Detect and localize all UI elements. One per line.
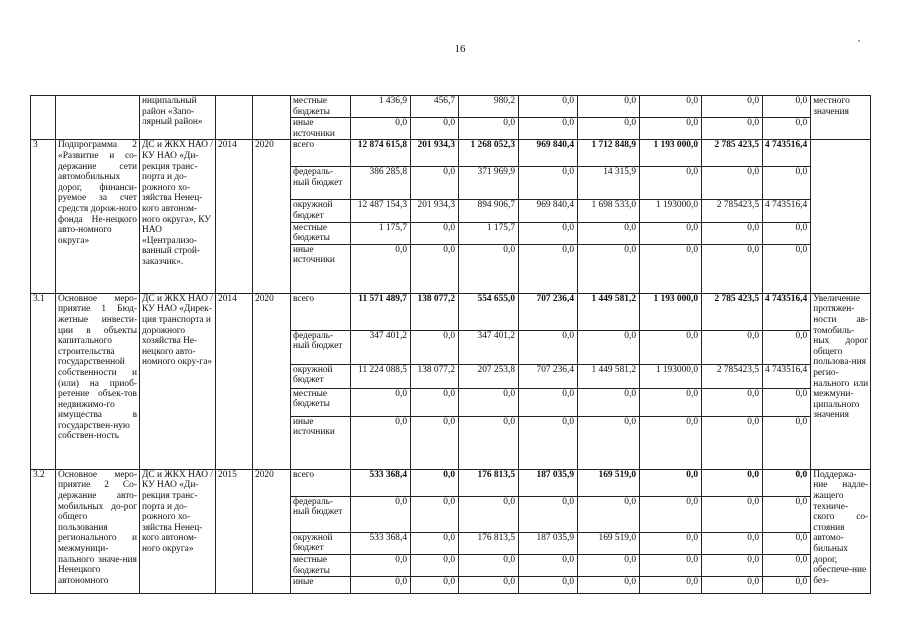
value-cell: 0,0 [763,96,811,118]
value-cell: 0,0 [763,496,811,532]
value-cell: 4 743516,4 [763,364,811,388]
source-cell: всего [291,469,351,496]
value-cell: 0,0 [351,496,411,532]
table-row [31,96,871,118]
value-cell: 0,0 [578,118,640,140]
value-cell: 0,0 [640,118,702,140]
value-cell: 894 906,7 [459,200,519,222]
value-cell: 0,0 [411,167,459,200]
value-cell: 0,0 [578,577,640,594]
value-cell: 0,0 [578,96,640,118]
value-cell: 0,0 [578,496,640,532]
value-cell: 0,0 [640,222,702,244]
value-cell: 176 813,5 [459,532,519,554]
value-cell: 0,0 [640,388,702,416]
value-cell: 0,0 [519,244,578,293]
value-cell: 0,0 [519,577,578,594]
source-cell: местные бюджеты [291,96,351,118]
value-cell: 0,0 [702,222,763,244]
table-row [31,293,871,330]
value-cell: 0,0 [763,554,811,576]
value-cell: 969 840,4 [519,200,578,222]
result-cell: Увеличение протяжен-ности ав-томобиль-ных дорог общего пользова-ния регио-нального или межмуни-ципального значения [811,293,871,469]
scan-speck [858,40,860,42]
value-cell: 0,0 [459,577,519,594]
source-cell: всего [291,140,351,167]
value-cell: 0,0 [459,388,519,416]
value-cell: 1 193000,0 [640,200,702,222]
value-cell: 0,0 [519,222,578,244]
value-cell: 0,0 [351,118,411,140]
value-cell: 0,0 [763,244,811,293]
row-name-cell: Основное меро-приятие 1 Бюд-жетные инвести-ции в объекты капитального строительства государственной собственности и (или) на приоб-ретение объек-тов недвижимо-го имущества в государствен-ную собствен-ность [56,293,140,469]
value-cell: 201 934,3 [411,200,459,222]
value-cell: 12 874 615,8 [351,140,411,167]
source-cell: местные бюджеты [291,222,351,244]
value-cell: 347 401,2 [459,330,519,364]
value-cell: 980,2 [459,96,519,118]
value-cell: 169 519,0 [578,469,640,496]
value-cell: 0,0 [763,118,811,140]
source-cell: федераль-ный бюджет [291,496,351,532]
value-cell: 0,0 [702,244,763,293]
row-number-cell: 3.1 [31,293,56,469]
result-cell [811,140,871,293]
value-cell: 0,0 [640,554,702,576]
value-cell: 0,0 [459,118,519,140]
value-cell: 0,0 [411,118,459,140]
source-cell: окружной бюджет [291,532,351,554]
value-cell: 4 743516,4 [763,140,811,167]
value-cell: 0,0 [578,330,640,364]
value-cell: 4 743516,4 [763,293,811,330]
start-year-cell [216,96,253,140]
value-cell: 0,0 [411,554,459,576]
value-cell: 0,0 [351,416,411,469]
value-cell: 0,0 [519,554,578,576]
end-year-cell: 2020 [253,293,291,469]
value-cell: 0,0 [640,532,702,554]
value-cell: 0,0 [763,330,811,364]
value-cell: 0,0 [519,118,578,140]
value-cell: 0,0 [702,577,763,594]
value-cell: 1 175,7 [351,222,411,244]
executor-cell: ДС и ЖКХ НАО / КУ НАО «Ди-рекция транс-порта и до-рожного хо-зяйства Ненец-кого автоном-ного округа», КУ НАО «Централизо-ванный строй-заказчик». [140,140,216,293]
value-cell: 554 655,0 [459,293,519,330]
value-cell: 0,0 [640,96,702,118]
value-cell: 1 698 533,0 [578,200,640,222]
value-cell: 138 077,2 [411,293,459,330]
result-cell: Поддержа-ние надле-жащего техниче-ского со-стояния автомо-бильных дорог, обеспече-ние без- [811,469,871,593]
value-cell: 1 193 000,0 [640,293,702,330]
value-cell: 1 193 000,0 [640,140,702,167]
value-cell: 0,0 [519,388,578,416]
value-cell: 0,0 [763,167,811,200]
value-cell: 347 401,2 [351,330,411,364]
value-cell: 0,0 [702,388,763,416]
value-cell: 0,0 [763,469,811,496]
value-cell: 0,0 [578,222,640,244]
value-cell: 11 224 088,5 [351,364,411,388]
value-cell: 0,0 [351,388,411,416]
source-cell: иные источники [291,118,351,140]
result-cell: местного значения [811,96,871,140]
value-cell: 0,0 [578,244,640,293]
start-year-cell: 2014 [216,140,253,293]
source-cell: окружной бюджет [291,200,351,222]
value-cell: 0,0 [702,496,763,532]
end-year-cell: 2020 [253,469,291,593]
value-cell: 0,0 [640,469,702,496]
executor-cell: ДС и ЖКХ НАО / КУ НАО «Дирек-ция транспорта и дорожного хозяйства Не-нецкого авто-номного окру-га» [140,293,216,469]
source-cell: всего [291,293,351,330]
value-cell: 0,0 [519,416,578,469]
value-cell: 187 035,9 [519,469,578,496]
value-cell: 0,0 [763,222,811,244]
value-cell: 0,0 [411,577,459,594]
value-cell: 533 368,4 [351,532,411,554]
value-cell: 0,0 [640,577,702,594]
value-cell: 138 077,2 [411,364,459,388]
value-cell: 1 175,7 [459,222,519,244]
value-cell: 0,0 [519,496,578,532]
value-cell: 0,0 [578,388,640,416]
end-year-cell [253,96,291,140]
value-cell: 2 785423,5 [702,364,763,388]
value-cell: 0,0 [519,167,578,200]
value-cell: 0,0 [640,330,702,364]
row-number-cell [31,96,56,140]
start-year-cell: 2015 [216,469,253,593]
row-name-cell: Основное меро-приятие 2 Со-держание авто-мобильных до-рог общего пользования регионального и межмуници-пального значе-ния Ненецкого автономного [56,469,140,593]
value-cell: 0,0 [519,96,578,118]
value-cell: 0,0 [702,554,763,576]
value-cell: 0,0 [351,577,411,594]
value-cell: 0,0 [411,330,459,364]
value-cell: 0,0 [411,222,459,244]
source-cell: местные бюджеты [291,388,351,416]
table-row [31,469,871,496]
value-cell: 0,0 [702,532,763,554]
value-cell: 0,0 [640,416,702,469]
row-name-cell: Подпрограмма 2 «Развитие и со-держание сети автомобильных дорог, финанси-руемое за счет средств дорож-ного фонда Не-нецкого авто-номного округа» [56,140,140,293]
row-number-cell: 3.2 [31,469,56,593]
source-cell: иные [291,577,351,594]
value-cell: 0,0 [640,244,702,293]
start-year-cell: 2014 [216,293,253,469]
value-cell: 456,7 [411,96,459,118]
source-cell: иные источники [291,244,351,293]
value-cell: 0,0 [763,388,811,416]
value-cell: 0,0 [640,167,702,200]
value-cell: 1 193000,0 [640,364,702,388]
value-cell: 0,0 [459,416,519,469]
value-cell: 0,0 [411,388,459,416]
source-cell: федераль-ный бюджет [291,330,351,364]
value-cell: 371 969,9 [459,167,519,200]
value-cell: 707 236,4 [519,293,578,330]
value-cell: 1 436,9 [351,96,411,118]
budget-table [30,95,871,594]
value-cell: 0,0 [411,416,459,469]
value-cell: 969 840,4 [519,140,578,167]
value-cell: 0,0 [763,532,811,554]
value-cell: 0,0 [459,554,519,576]
value-cell: 14 315,9 [578,167,640,200]
value-cell: 0,0 [459,496,519,532]
value-cell: 0,0 [702,330,763,364]
value-cell: 4 743516,4 [763,200,811,222]
value-cell: 0,0 [351,554,411,576]
value-cell: 207 253,8 [459,364,519,388]
value-cell: 0,0 [702,96,763,118]
table-row [31,140,871,167]
value-cell: 201 934,3 [411,140,459,167]
value-cell: 0,0 [351,244,411,293]
value-cell: 2 785423,5 [702,200,763,222]
page-number: 16 [454,43,466,55]
value-cell: 0,0 [702,118,763,140]
value-cell: 0,0 [411,532,459,554]
value-cell: 176 813,5 [459,469,519,496]
value-cell: 2 785 423,5 [702,140,763,167]
executor-cell: ниципальный район «Запо-лярный район» [140,96,216,140]
value-cell: 187 035,9 [519,532,578,554]
value-cell: 0,0 [640,496,702,532]
value-cell: 0,0 [702,167,763,200]
source-cell: федераль-ный бюджет [291,167,351,200]
end-year-cell: 2020 [253,140,291,293]
value-cell: 1 449 581,2 [578,364,640,388]
source-cell: иные источники [291,416,351,469]
value-cell: 2 785 423,5 [702,293,763,330]
value-cell: 0,0 [411,244,459,293]
row-name-cell [56,96,140,140]
value-cell: 0,0 [578,416,640,469]
value-cell: 1 268 052,3 [459,140,519,167]
value-cell: 0,0 [702,416,763,469]
value-cell: 533 368,4 [351,469,411,496]
source-cell: окружной бюджет [291,364,351,388]
value-cell: 0,0 [763,416,811,469]
value-cell: 1 449 581,2 [578,293,640,330]
value-cell: 0,0 [702,469,763,496]
source-cell: местные бюджеты [291,554,351,576]
executor-cell: ДС и ЖКХ НАО / КУ НАО «Ди-рекция транс-порта и до-рожного хо-зяйства Ненец-кого автоном-ного округа» [140,469,216,593]
value-cell: 0,0 [519,330,578,364]
value-cell: 1 712 848,9 [578,140,640,167]
value-cell: 386 285,8 [351,167,411,200]
value-cell: 0,0 [578,554,640,576]
value-cell: 12 487 154,3 [351,200,411,222]
value-cell: 169 519,0 [578,532,640,554]
value-cell: 0,0 [411,469,459,496]
value-cell: 11 571 489,7 [351,293,411,330]
value-cell: 0,0 [459,244,519,293]
value-cell: 0,0 [411,496,459,532]
value-cell: 707 236,4 [519,364,578,388]
value-cell: 0,0 [763,577,811,594]
row-number-cell: 3 [31,140,56,293]
